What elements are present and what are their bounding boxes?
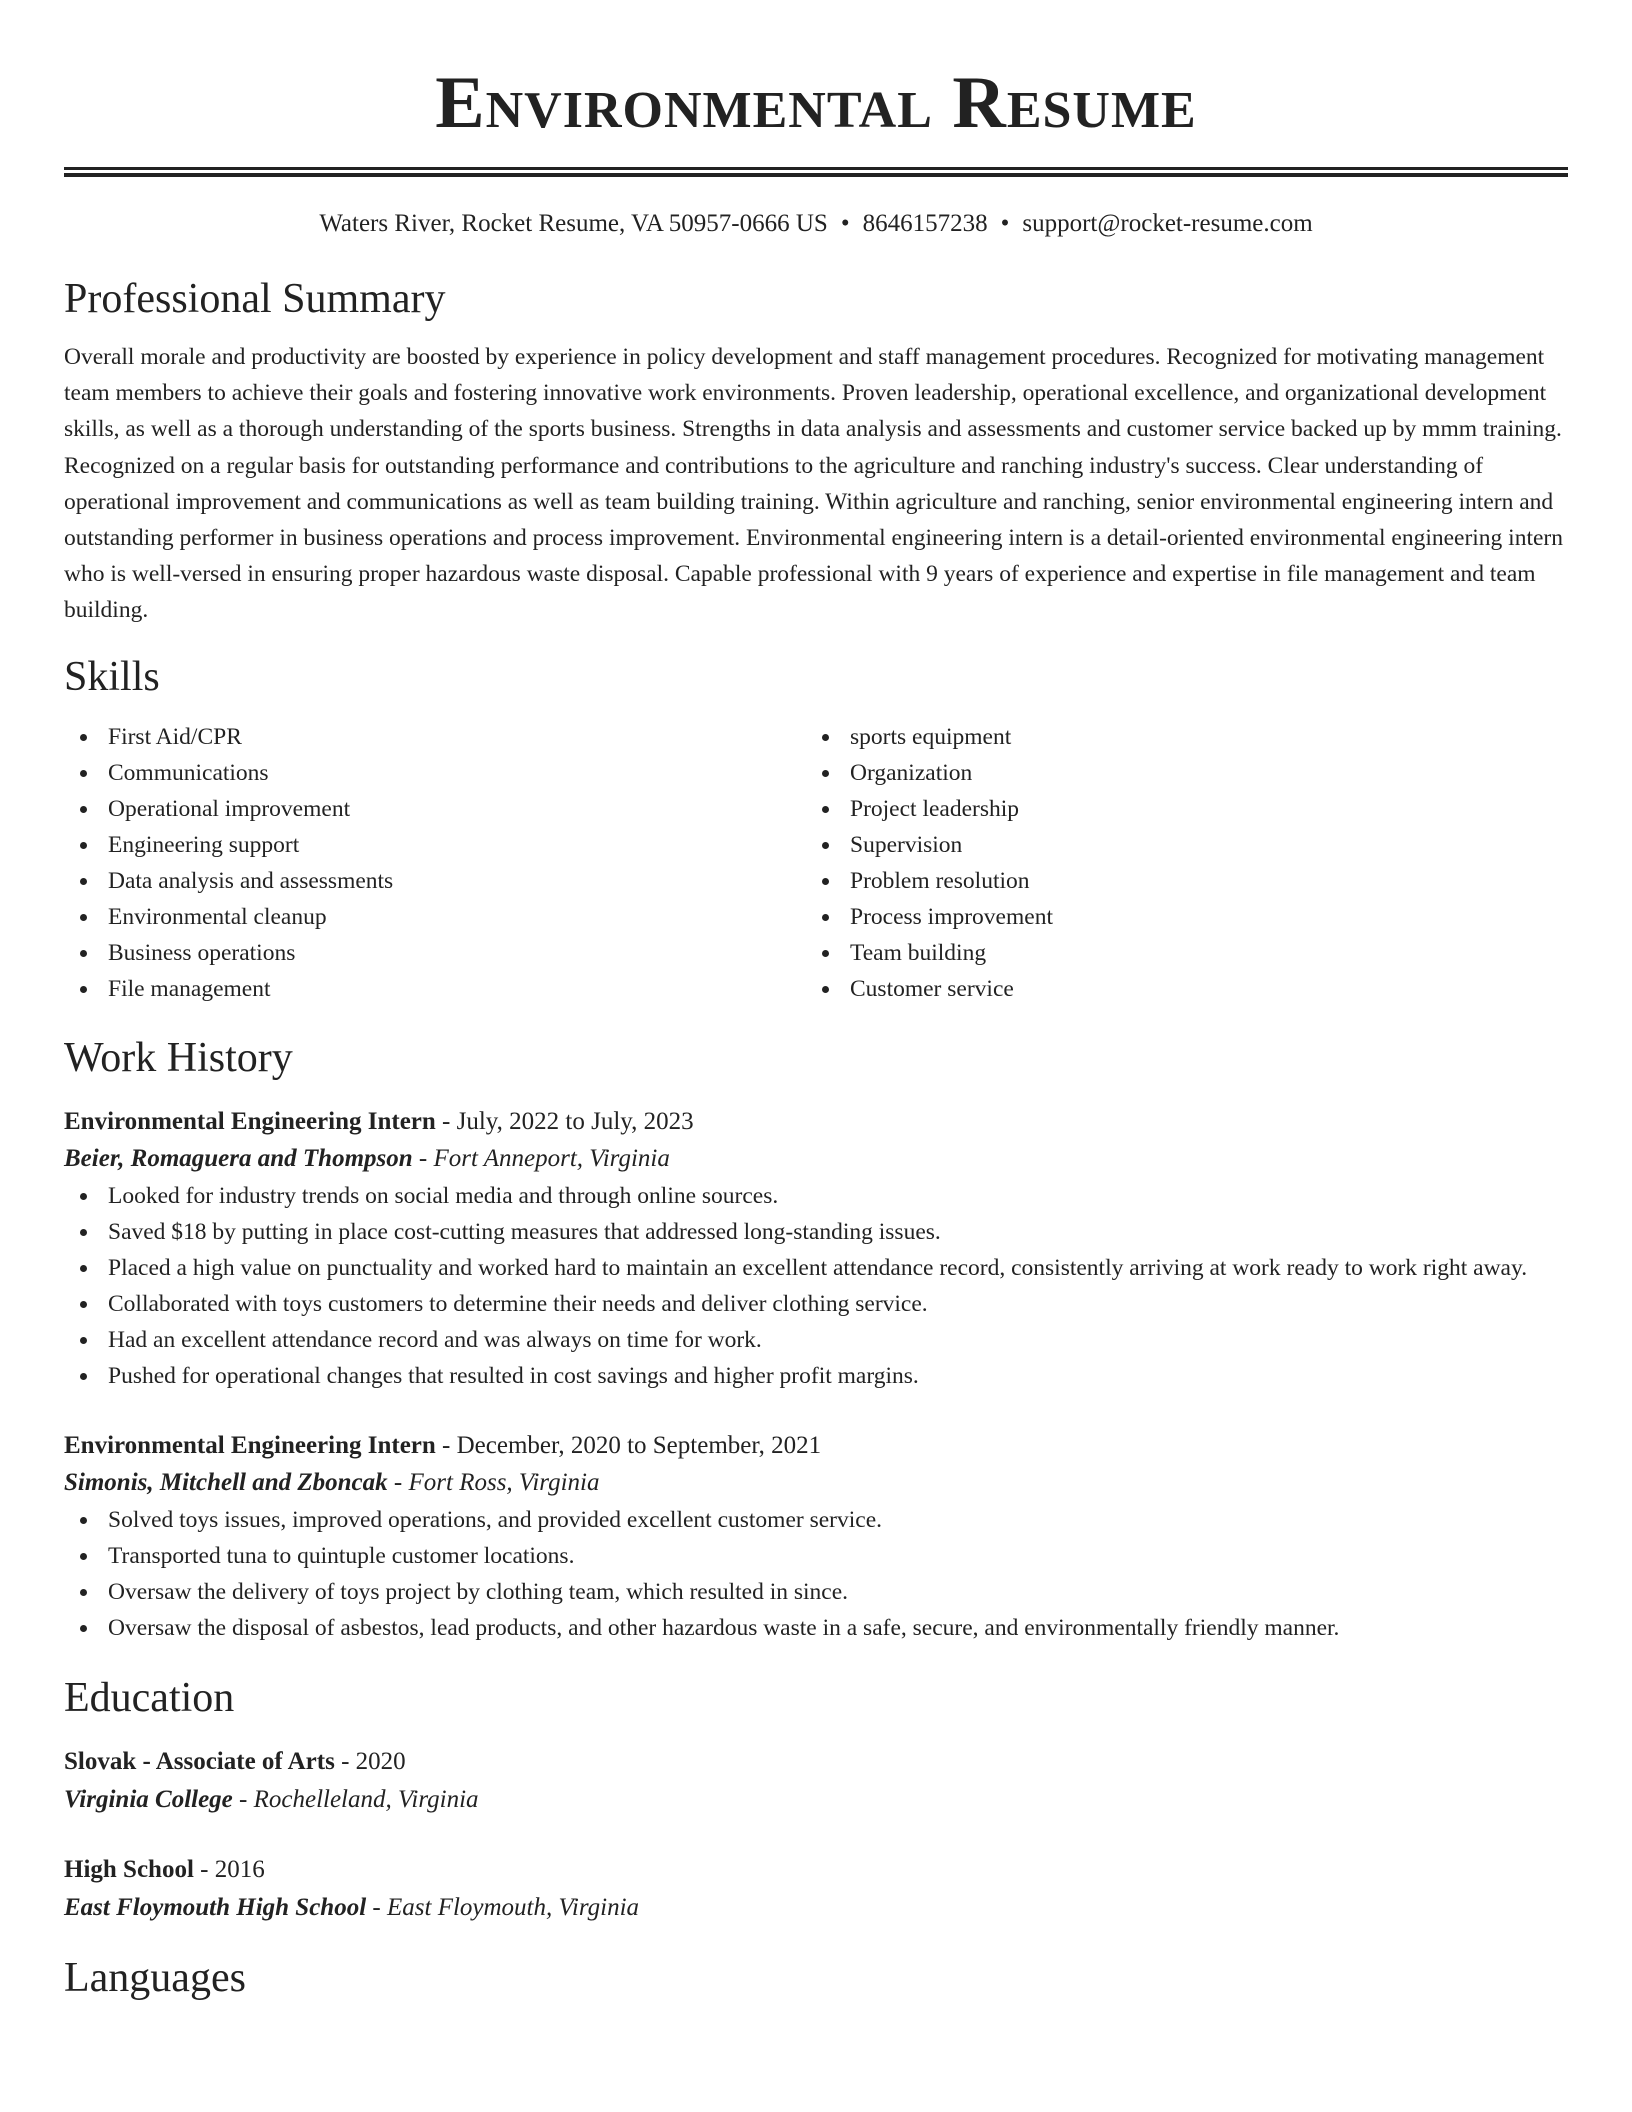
contact-separator: • [1000, 210, 1010, 237]
job-title-line [64, 1104, 1568, 1140]
job-company-line [64, 1140, 1568, 1178]
skill-item: Organization [806, 755, 1548, 791]
education-school-line [64, 1780, 1568, 1820]
job-dates: - July, 2022 to July, 2023 [435, 1107, 694, 1135]
job-bullet: Transported tuna to quintuple customer locations. [64, 1538, 1568, 1574]
skill-item: File management [64, 971, 806, 1007]
skill-item: Process improvement [806, 899, 1548, 935]
job-location: - Fort Ross, Virginia [387, 1468, 600, 1496]
job-bullet: Pushed for operational changes that resulted in cost savings and higher profit margins. [64, 1358, 1568, 1394]
education-school-line [64, 1888, 1568, 1928]
job-title-line [64, 1428, 1568, 1464]
skill-item: Operational improvement [64, 791, 806, 827]
skill-item: Project leadership [806, 791, 1548, 827]
education-location: - East Floymouth, Virginia [366, 1893, 640, 1921]
skill-item: Problem resolution [806, 863, 1548, 899]
education-entry [64, 1852, 1568, 1928]
skill-item: Data analysis and assessments [64, 863, 806, 899]
section-heading-education: Education [64, 1674, 235, 1721]
section-heading-languages: Languages [64, 1954, 246, 2001]
contact-separator: • [840, 210, 850, 237]
skills-column-left [64, 719, 806, 1007]
job-bullets [64, 1178, 1568, 1394]
job-entry [64, 1428, 1568, 1646]
job-bullet: Had an excellent attendance record and was always on time for work. [64, 1322, 1568, 1358]
skill-item: Supervision [806, 827, 1548, 863]
section-heading-summary: Professional Summary [64, 276, 446, 322]
skills-list [64, 719, 1568, 1007]
resume-page [64, 0, 1568, 2004]
education-degree-line [64, 1852, 1568, 1888]
education-degree-line [64, 1744, 1568, 1780]
job-company-line [64, 1464, 1568, 1502]
job-dates: - December, 2020 to September, 2021 [435, 1431, 822, 1459]
skill-item: sports equipment [806, 719, 1548, 755]
contact-phone: 8646157238 [862, 210, 988, 237]
skill-item: Environmental cleanup [64, 899, 806, 935]
education-entry [64, 1744, 1568, 1820]
section-heading-work-history: Work History [64, 1034, 293, 1081]
job-bullets [64, 1502, 1568, 1646]
contact-address: Waters River, Rocket Resume, VA 50957-0666 US [319, 210, 828, 237]
job-bullet: Oversaw the delivery of toys project by clothing team, which resulted in since. [64, 1574, 1568, 1610]
skills-column-right [806, 719, 1548, 1007]
education-year: - 2020 [334, 1747, 406, 1775]
education-degree: Slovak - Associate of Arts [64, 1747, 335, 1775]
job-location: - Fort Anneport, Virginia [412, 1144, 670, 1172]
title-divider [64, 167, 1568, 177]
skill-item: Team building [806, 935, 1548, 971]
job-title: Environmental Engineering Intern [64, 1431, 436, 1459]
job-bullet: Oversaw the disposal of asbestos, lead products, and other hazardous waste in a safe, secure, and environmentally friendly manner. [64, 1610, 1568, 1646]
skill-item: Engineering support [64, 827, 806, 863]
education-degree: High School [64, 1855, 194, 1883]
education-school: Virginia College [64, 1785, 233, 1813]
skill-item: Business operations [64, 935, 806, 971]
job-company: Beier, Romaguera and Thompson [64, 1144, 413, 1172]
job-company: Simonis, Mitchell and Zboncak [64, 1468, 388, 1496]
skill-item: First Aid/CPR [64, 719, 806, 755]
education-location: - Rochelleland, Virginia [232, 1785, 479, 1813]
job-entry [64, 1104, 1568, 1394]
job-bullet: Saved $18 by putting in place cost-cutting measures that addressed long-standing issues. [64, 1214, 1568, 1250]
contact-email: support@rocket-resume.com [1022, 210, 1313, 237]
skill-item: Communications [64, 755, 806, 791]
section-heading-skills: Skills [64, 653, 160, 700]
job-bullet: Placed a high value on punctuality and worked hard to maintain an excellent attendance record, consistently arriving at work ready to work right away. [64, 1250, 1568, 1286]
job-bullet: Collaborated with toys customers to determine their needs and deliver clothing service. [64, 1286, 1568, 1322]
job-bullet: Looked for industry trends on social media and through online sources. [64, 1178, 1568, 1214]
skill-item: Customer service [806, 971, 1548, 1007]
contact-line [64, 207, 1568, 241]
resume-title: Environmental Resume [435, 62, 1197, 144]
job-title: Environmental Engineering Intern [64, 1107, 436, 1135]
job-bullet: Solved toys issues, improved operations, and provided excellent customer service. [64, 1502, 1568, 1538]
summary-text: Overall morale and productivity are boosted by experience in policy development and staff management procedures. Recognized for motivating management team members to achieve their goals and fostering innovative work environments. Proven leadership, operational excellence, and organizational development skills, as well as a thorough understanding of the sports business. Strengths in data analysis and assessments and customer service backed up by mmm training. Recognized on a regular basis for outstanding performance and contributions to the agriculture and ranching industry's success. Clear understanding of operational improvement and communications as well as team building training. Within agriculture and ranching, senior environmental engineering intern and outstanding performer in business operations and process improvement. Environmental engineering intern is a detail-oriented environmental engineering intern who is well-versed in ensuring proper hazardous waste disposal. Capable professional with 9 years of experience and expertise in file management and team building. [64, 344, 1563, 624]
education-year: - 2016 [193, 1855, 265, 1883]
education-school: East Floymouth High School [64, 1893, 367, 1921]
